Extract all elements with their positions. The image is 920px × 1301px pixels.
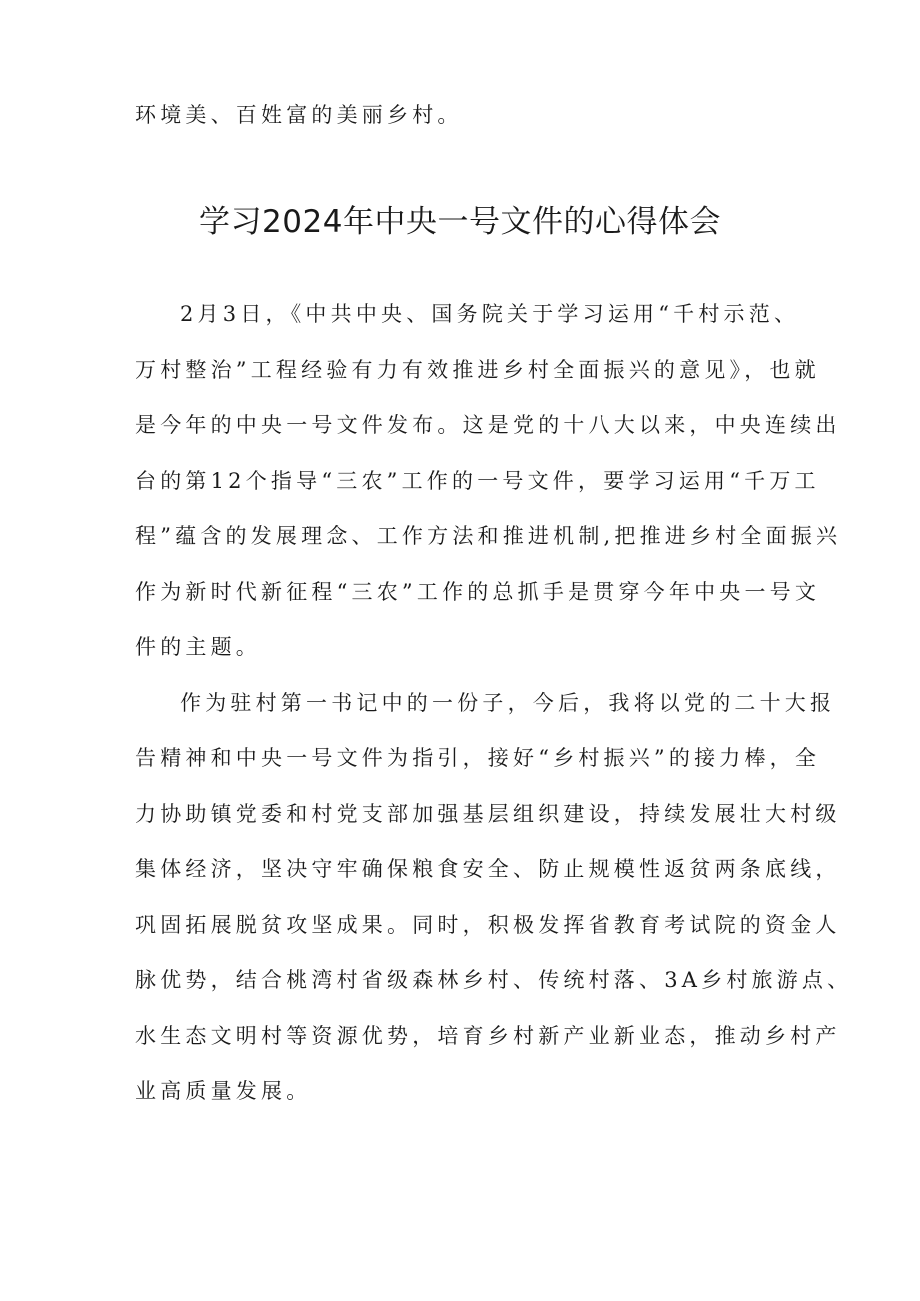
paragraph-1-line-2: 万村整治”工程经验有力有效推进乡村全面振兴的意见》，也就 xyxy=(135,358,820,382)
paragraph-2-line-3: 力协助镇党委和村党支部加强基层组织建设，持续发展壮大村级 xyxy=(135,802,841,826)
paragraph-1-line-1: 2月3日，《中共中央、国务院关于学习运用“千村示范、 xyxy=(180,302,800,326)
paragraph-2-line-4: 集体经济，坚决守牢确保粮食安全、防止规模性返贫两条底线， xyxy=(135,857,841,881)
paragraph-2-line-6: 脉优势，结合桃湾村省级森林乡村、传统村落、3A乡村旅游点、 xyxy=(135,968,853,992)
paragraph-2-line-7: 水生态文明村等资源优势，培育乡村新产业新业态，推动乡村产 xyxy=(135,1024,841,1048)
paragraph-1-line-6: 作为新时代新征程“三农”工作的总抓手是贯穿今年中央一号文 xyxy=(135,580,821,604)
paragraph-1-line-5: 程”蕴含的发展理念、工作方法和推进机制,把推进乡村全面振兴 xyxy=(135,524,842,548)
paragraph-2-line-8: 业高质量发展。 xyxy=(135,1079,312,1103)
document-title: 学习2024年中央一号文件的心得体会 xyxy=(199,204,721,240)
paragraph-2-line-1: 作为驻村第一书记中的一份子，今后，我将以党的二十大报 xyxy=(180,691,836,715)
paragraph-1-line-7: 件的主题。 xyxy=(135,635,261,659)
paragraph-1-line-3: 是今年的中央一号文件发布。这是党的十八大以来，中央连续出 xyxy=(135,413,841,437)
paragraph-2-line-2: 告精神和中央一号文件为指引，接好“乡村振兴”的接力棒，全 xyxy=(135,746,821,770)
carryover-text-line: 环境美、百姓富的美丽乡村。 xyxy=(135,103,463,127)
paragraph-2-line-5: 巩固拓展脱贫攻坚成果。同时，积极发挥省教育考试院的资金人 xyxy=(135,913,841,937)
paragraph-1-line-4: 台的第12个指导“三农”工作的一号文件，要学习运用“千万工 xyxy=(135,469,820,493)
